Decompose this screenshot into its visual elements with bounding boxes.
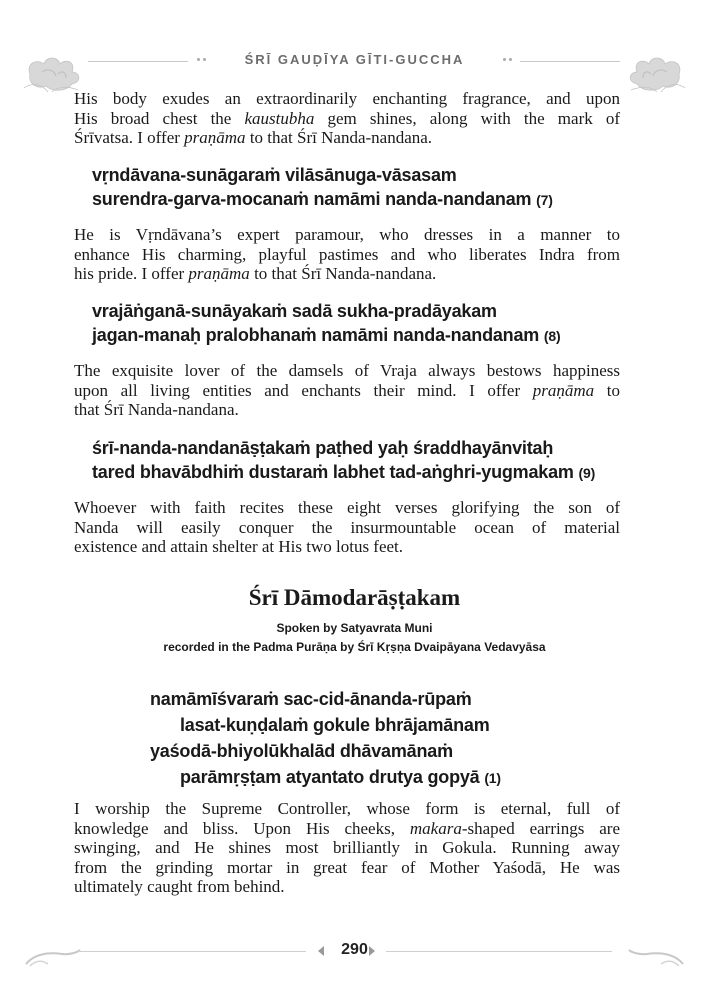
text-line <box>74 537 620 557</box>
page-number: 290 <box>341 941 368 958</box>
text-run: The exquisite lover of the damsels of Vraja always bestows happiness <box>74 361 620 380</box>
text-run: from the grinding mortar in great fear of Mother Yaśodā, He was <box>74 857 620 877</box>
text-run: to <box>594 380 620 400</box>
section-subtitle-spoken-by: Spoken by Satyavrata Muni <box>276 621 433 635</box>
text-line <box>74 109 620 129</box>
text-line <box>74 518 620 538</box>
header-rule-right <box>520 61 620 62</box>
verse-8-line-2 <box>92 323 560 348</box>
italic-term: praṇāma <box>188 264 250 283</box>
text-line <box>74 858 620 878</box>
verse-8 <box>92 299 560 348</box>
translation-paragraph-6 <box>74 89 620 148</box>
verse-number-9: (9) <box>578 465 596 481</box>
text-line <box>74 245 620 265</box>
text-line <box>74 498 620 518</box>
text-line <box>74 799 620 819</box>
verse-7 <box>92 163 553 212</box>
text-run: swinging, and He shines most brilliantly in Gokula. Running away <box>74 838 620 857</box>
text-line <box>74 877 620 897</box>
verse-number-1: (1) <box>484 770 501 786</box>
text-line <box>74 128 620 148</box>
translation-paragraph-7 <box>74 225 620 284</box>
text-run: gem shines, along with the mark of <box>314 108 620 128</box>
text-run: that Śrī Nanda-nandana. <box>74 400 239 419</box>
verse-1-line-1: namāmīśvaraṁ sac-cid-ānanda-rūpaṁ <box>150 689 472 709</box>
text-run: to that Śrī Nanda-nandana. <box>249 264 437 283</box>
italic-term: praṇāma <box>532 380 595 400</box>
text-run: to that Śrī Nanda-nandana. <box>245 128 433 147</box>
verse-1-line-2: lasat-kuṇḍalaṁ gokule bhrājamānam <box>180 715 490 735</box>
text-run: ultimately caught from behind. <box>74 877 285 896</box>
header-dot-right-2 <box>509 58 512 61</box>
text-line <box>74 381 620 401</box>
verse-9 <box>92 436 595 485</box>
translation-paragraph-8 <box>74 361 620 420</box>
text-run: upon all living entities and enchants their mind. I offer <box>74 380 533 400</box>
section-title: Śrī Dāmodarāṣṭakam <box>248 585 461 610</box>
verse-7-line-1: vṛndāvana-sunāgaraṁ vilāsānuga-vāsasam <box>92 165 457 185</box>
header-dot-right <box>503 58 506 61</box>
verse-9-line-2-text: tared bhavābdhiṁ dustaraṁ labhet tad-aṅghri-yugmakam <box>92 462 574 482</box>
text-line <box>74 819 620 839</box>
text-line <box>74 264 620 284</box>
text-line <box>74 361 620 381</box>
verse-8-line-1: vrajāṅganā-sunāyakaṁ sadā sukha-pradāyakam <box>92 301 497 321</box>
verse-9-line-1: śrī-nanda-nandanāṣṭakaṁ paṭhed yaḥ śraddhayānvitaḥ <box>92 438 554 458</box>
translation-paragraph-9 <box>74 498 620 557</box>
damodarastakam-verse-1 <box>150 686 501 791</box>
text-run: knowledge and bliss. Upon His cheeks, <box>74 818 410 838</box>
text-run: His broad chest the <box>74 108 245 128</box>
text-line <box>74 838 620 858</box>
text-run: existence and attain shelter at His two lotus feet. <box>74 537 404 556</box>
text-run: enhance His charming, playful pastimes and who liberates Indra from <box>74 244 620 264</box>
section-subtitle-recorded-in: recorded in the Padma Purāṇa by Śrī Kṛṣṇa Dvaipāyana Vedavyāsa <box>163 640 546 654</box>
verse-number-7: (7) <box>536 192 553 208</box>
translation-paragraph-1 <box>74 799 620 897</box>
text-run: -shaped earrings are <box>461 818 621 838</box>
italic-term: makara <box>409 818 462 838</box>
verse-number-8: (8) <box>543 328 561 344</box>
text-run: Nanda will easily conquer the insurmountable ocean of material <box>74 517 620 537</box>
page-number-right-arrow <box>369 946 375 956</box>
running-header: ŚRĪ GAUḌĪYA GĪTI-GUCCHA <box>244 52 465 67</box>
verse-1-line-4 <box>150 764 501 791</box>
verse-7-line-2 <box>92 187 553 212</box>
verse-7-line-2-text: surendra-garva-mocanaṁ namāmi nanda-nandanam <box>92 189 532 209</box>
italic-term: kaustubha <box>244 108 315 128</box>
verse-8-line-2-text: jagan-manaḥ pralobhanaṁ namāmi nanda-nandanam <box>92 325 540 345</box>
text-line <box>74 225 620 245</box>
text-run: I worship the Supreme Controller, whose form is eternal, full of <box>74 799 620 818</box>
text-line <box>74 89 620 109</box>
text-line <box>74 400 620 420</box>
text-run: Śrīvatsa. I offer <box>74 128 185 147</box>
verse-1-line-3: yaśodā-bhiyolūkhalād dhāvamānaṁ <box>150 741 453 761</box>
text-run: his pride. I offer <box>74 264 189 283</box>
text-run: He is Vṛndāvana’s expert paramour, who dresses in a manner to <box>74 225 620 244</box>
verse-9-line-2 <box>92 460 595 485</box>
right-footer-flourish <box>627 940 687 970</box>
verse-1-line-4-text: parāmṛṣṭam atyantato drutya gopyā <box>180 767 480 787</box>
text-run: His body exudes an extraordinarily enchanting fragrance, and upon <box>74 89 620 108</box>
text-run: Whoever with faith recites these eight verses glorifying the son of <box>74 498 620 517</box>
footer-rule-right <box>386 951 612 952</box>
italic-term: praṇāma <box>184 128 246 147</box>
